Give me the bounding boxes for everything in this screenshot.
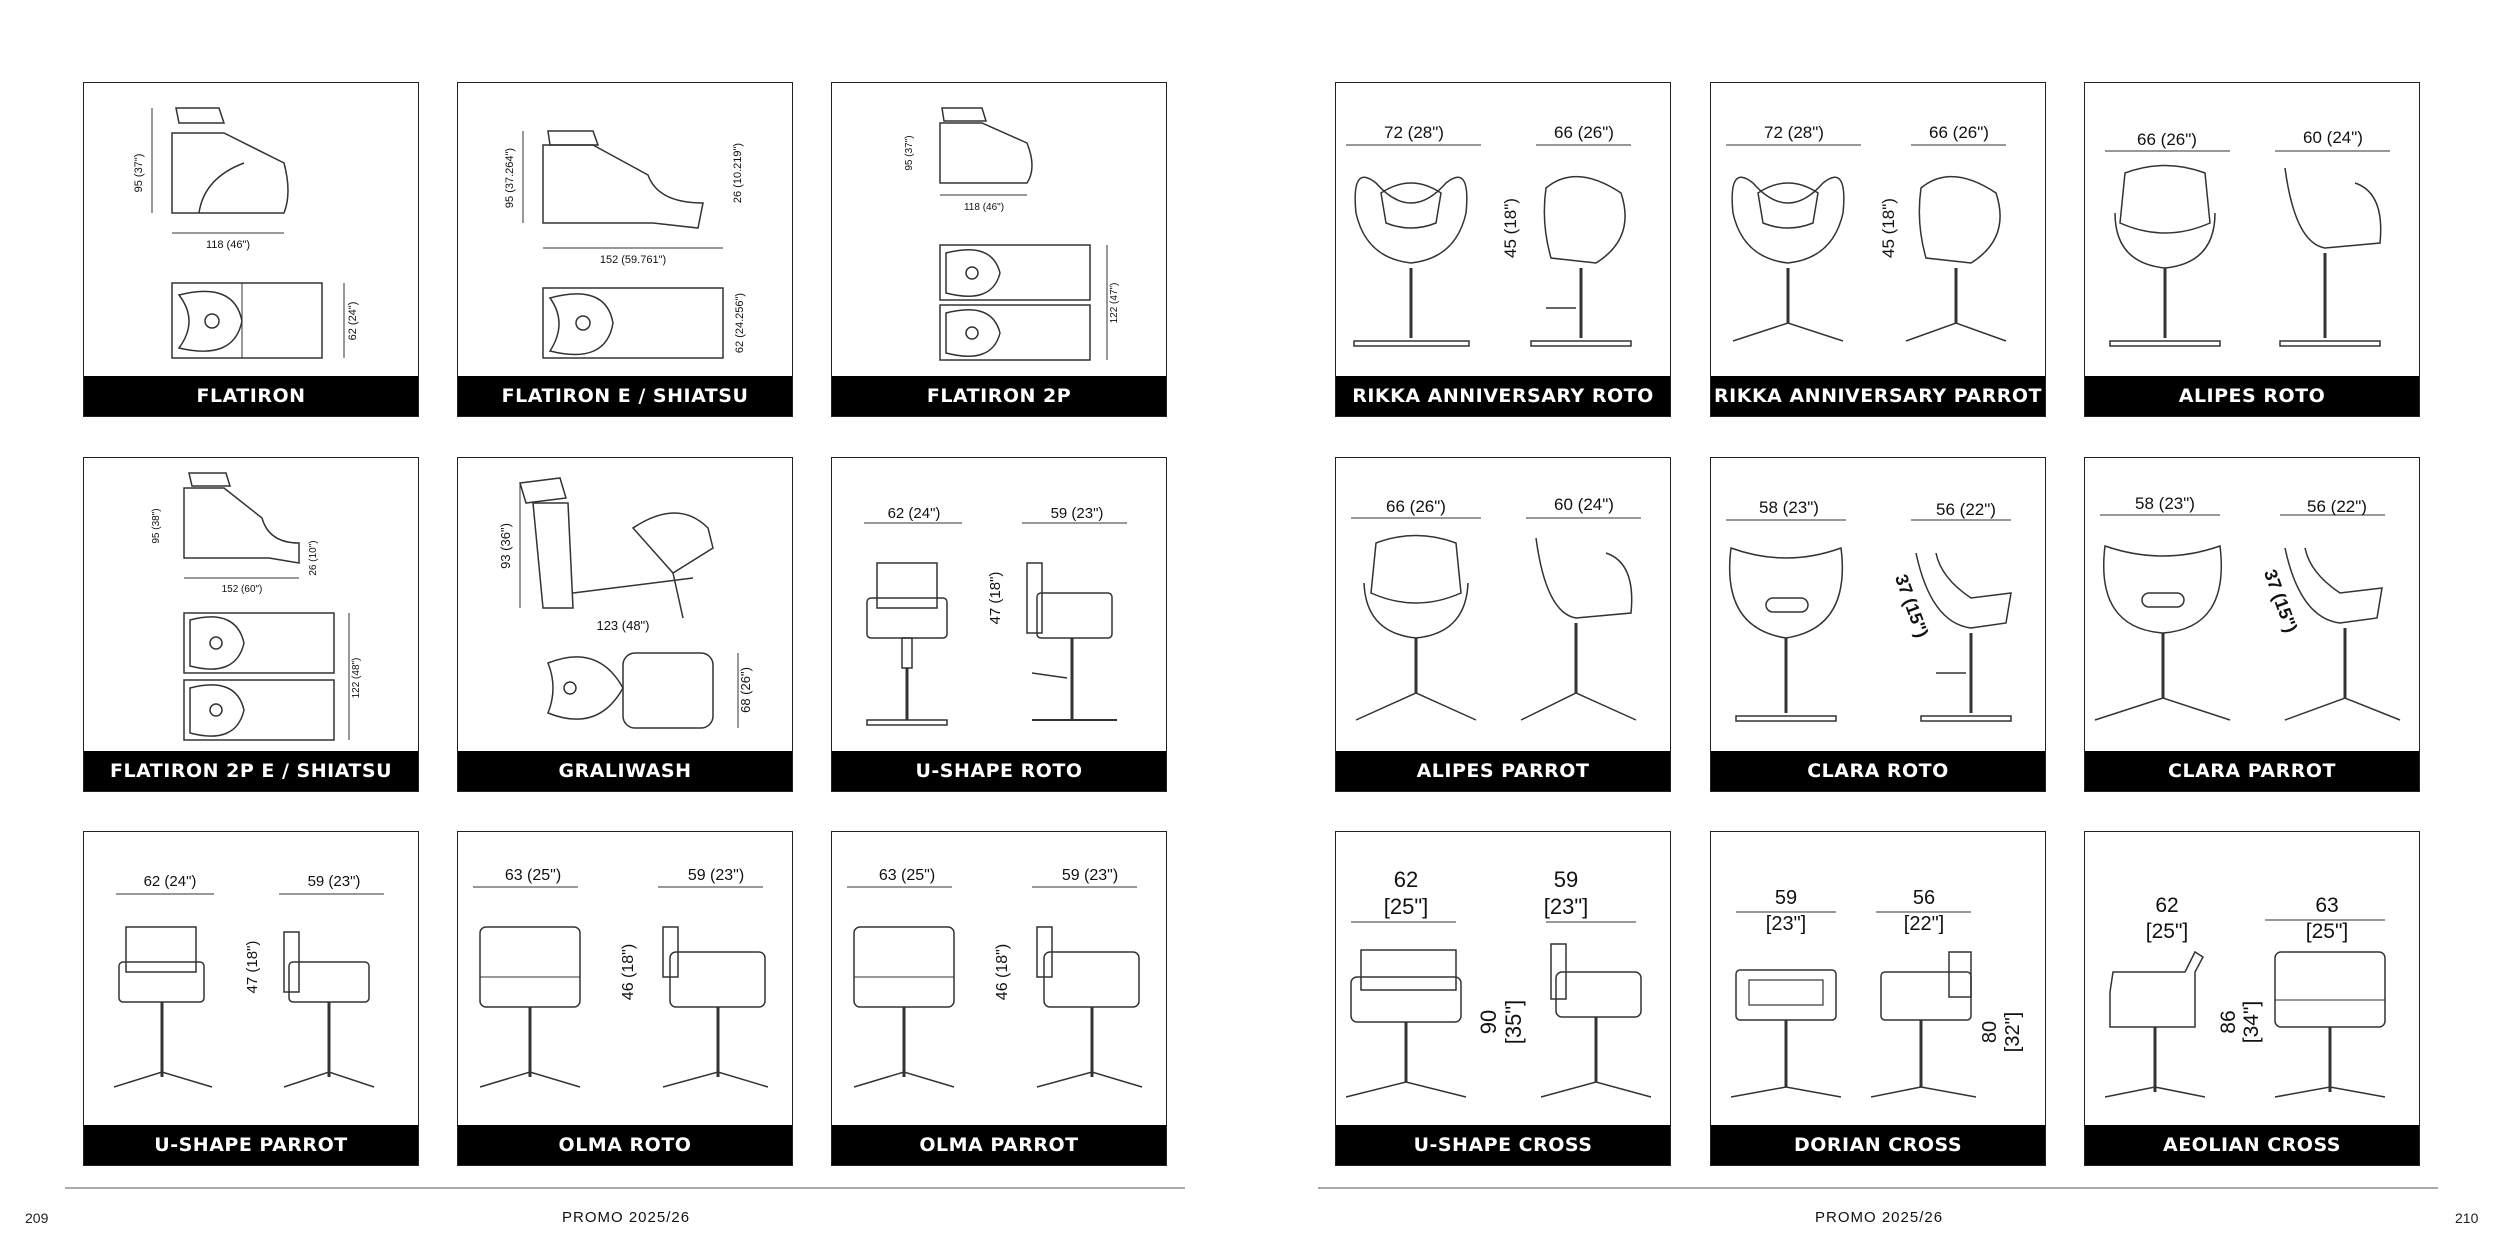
dim-text: 59 (23") <box>1050 505 1104 522</box>
product-name: AEOLIAN CROSS <box>2085 1125 2419 1165</box>
dim-text: 59 (23") <box>687 867 745 884</box>
dim-text: 95 (38") <box>151 508 162 544</box>
dim-text: 62 (24") <box>887 505 941 522</box>
dim-text: [23"] <box>1543 894 1589 919</box>
dim-text: 47 (18") <box>987 571 1004 625</box>
product-card-graliwash <box>457 457 793 792</box>
flatiron-drawing <box>84 83 417 378</box>
dim-text: 86 <box>2217 1010 2240 1034</box>
product-card-alipes-roto <box>2084 82 2420 417</box>
dim-text: 95 (37.264") <box>504 147 516 209</box>
clara-parrot-drawing <box>2085 458 2418 753</box>
dim-text: 123 (48") <box>596 618 650 633</box>
product-name: DORIAN CROSS <box>1711 1125 2045 1165</box>
u-shape-roto-drawing <box>832 458 1165 753</box>
dim-text: 46 (18") <box>994 943 1011 1001</box>
dim-text: 63 (25") <box>504 867 562 884</box>
dim-text: 63 (25") <box>878 867 936 884</box>
product-card-clara-roto <box>1710 457 2046 792</box>
dorian-cross-drawing <box>1711 832 2044 1127</box>
dim-text: 45 (18") <box>1879 198 1898 258</box>
page-number-left: 209 <box>25 1210 49 1226</box>
product-name: U-SHAPE PARROT <box>84 1125 418 1165</box>
dim-text: 59 (23") <box>307 873 361 890</box>
u-shape-parrot-drawing <box>84 832 417 1127</box>
dim-text: 60 (24") <box>2303 128 2363 147</box>
dim-text: 56 (22") <box>2307 497 2367 516</box>
product-name: RIKKA ANNIVERSARY PARROT <box>1711 376 2045 416</box>
product-name: FLATIRON E / SHIATSU <box>458 376 792 416</box>
dim-text: 122 (47") <box>1109 282 1120 324</box>
dim-text: 66 (26") <box>2137 130 2197 149</box>
flatiron-2p-e-drawing <box>84 458 417 753</box>
product-name: FLATIRON 2P E / SHIATSU <box>84 751 418 791</box>
olma-parrot-drawing <box>832 832 1165 1127</box>
dim-text: 118 (46") <box>963 202 1005 213</box>
dim-text: 59 <box>1553 867 1579 892</box>
dim-text: 37 (15") <box>2260 566 2302 636</box>
dim-text: 56 (22") <box>1936 500 1996 519</box>
product-card-rikka-anniversary-roto <box>1335 82 1671 417</box>
product-name: OLMA ROTO <box>458 1125 792 1165</box>
alipes-parrot-drawing <box>1336 458 1669 753</box>
dim-text: [25"] <box>1383 894 1429 919</box>
dim-text: 90 <box>1476 1009 1501 1035</box>
dim-text: [32"] <box>2002 1011 2024 1053</box>
graliwash-drawing <box>458 458 791 753</box>
dim-text: 63 <box>2315 894 2339 917</box>
product-card-flatiron-2p-e-shiatsu <box>83 457 419 792</box>
product-name: CLARA ROTO <box>1711 751 2045 791</box>
product-name: ALIPES PARROT <box>1336 751 1670 791</box>
dim-text: 152 (59.761") <box>599 254 667 266</box>
product-card-olma-roto <box>457 831 793 1166</box>
product-card-dorian-cross <box>1710 831 2046 1166</box>
dim-text: 68 (26") <box>738 667 753 713</box>
dim-text: 59 (23") <box>1061 867 1119 884</box>
footer-divider-left <box>65 1187 1185 1189</box>
dim-text: 26 (10") <box>308 540 319 576</box>
product-card-u-shape-parrot <box>83 831 419 1166</box>
dim-text: [22"] <box>1903 913 1945 935</box>
product-name: U-SHAPE ROTO <box>832 751 1166 791</box>
dim-text: [25"] <box>2305 920 2349 943</box>
dim-text: 26 (10.219") <box>732 142 744 204</box>
dim-text: 62 <box>2155 894 2179 917</box>
footer-divider-right <box>1318 1187 2438 1189</box>
dim-text: 66 (26") <box>1929 123 1989 142</box>
dim-text: 58 (23") <box>2135 494 2195 513</box>
alipes-roto-drawing <box>2085 83 2418 378</box>
dim-text: [35"] <box>1501 999 1526 1045</box>
dim-text: 122 (48") <box>351 657 362 699</box>
product-card-flatiron-e-shiatsu <box>457 82 793 417</box>
product-card-flatiron-2p <box>831 82 1167 417</box>
aeolian-cross-drawing <box>2085 832 2418 1127</box>
rikka-roto-drawing <box>1336 83 1669 378</box>
footer-title-right: PROMO 2025/26 <box>1815 1209 1944 1226</box>
product-name: FLATIRON 2P <box>832 376 1166 416</box>
dim-text: 62 <box>1393 867 1419 892</box>
dim-text: 72 (28") <box>1384 123 1444 142</box>
flatiron-2p-drawing <box>832 83 1165 378</box>
product-name: GRALIWASH <box>458 751 792 791</box>
dim-text: [34"] <box>2240 1000 2263 1044</box>
dim-text: 37 (15") <box>1891 571 1933 641</box>
dim-text: 80 <box>1979 1020 2001 1044</box>
dim-text: 66 (26") <box>1386 497 1446 516</box>
dim-text: 95 (37") <box>133 153 145 193</box>
dim-text: 56 <box>1912 887 1936 909</box>
u-shape-cross-drawing <box>1336 832 1669 1127</box>
dim-text: 46 (18") <box>620 943 637 1001</box>
product-name: FLATIRON <box>84 376 418 416</box>
dim-text: 152 (60") <box>221 584 263 595</box>
product-name: CLARA PARROT <box>2085 751 2419 791</box>
dim-text: 58 (23") <box>1759 498 1819 517</box>
product-card-alipes-parrot <box>1335 457 1671 792</box>
dim-text: 62 (24") <box>347 301 359 341</box>
dim-text: 62 (24.256") <box>734 292 746 354</box>
product-card-flatiron <box>83 82 419 417</box>
product-card-olma-parrot <box>831 831 1167 1166</box>
product-card-aeolian-cross <box>2084 831 2420 1166</box>
footer-title-left: PROMO 2025/26 <box>562 1209 691 1226</box>
dim-text: 93 (36") <box>498 523 513 569</box>
product-card-clara-parrot <box>2084 457 2420 792</box>
product-card-u-shape-roto <box>831 457 1167 792</box>
dim-text: 118 (46") <box>205 239 251 251</box>
dim-text: [25"] <box>2145 920 2189 943</box>
product-name: RIKKA ANNIVERSARY ROTO <box>1336 376 1670 416</box>
dim-text: 59 <box>1774 887 1798 909</box>
flatiron-e-drawing <box>458 83 791 378</box>
product-card-u-shape-cross <box>1335 831 1671 1166</box>
product-card-rikka-anniversary-parrot <box>1710 82 2046 417</box>
dim-text: 62 (24") <box>143 873 197 890</box>
clara-roto-drawing <box>1711 458 2044 753</box>
rikka-parrot-drawing <box>1711 83 2044 378</box>
dim-text: 95 (37") <box>904 135 915 171</box>
dim-text: 66 (26") <box>1554 123 1614 142</box>
dim-text: [23"] <box>1765 913 1807 935</box>
dim-text: 72 (28") <box>1764 123 1824 142</box>
dim-text: 60 (24") <box>1554 495 1614 514</box>
product-name: ALIPES ROTO <box>2085 376 2419 416</box>
olma-roto-drawing <box>458 832 791 1127</box>
product-name: U-SHAPE CROSS <box>1336 1125 1670 1165</box>
dim-text: 45 (18") <box>1501 198 1520 258</box>
product-name: OLMA PARROT <box>832 1125 1166 1165</box>
page-number-right: 210 <box>2455 1210 2479 1226</box>
dim-text: 47 (18") <box>244 940 261 994</box>
